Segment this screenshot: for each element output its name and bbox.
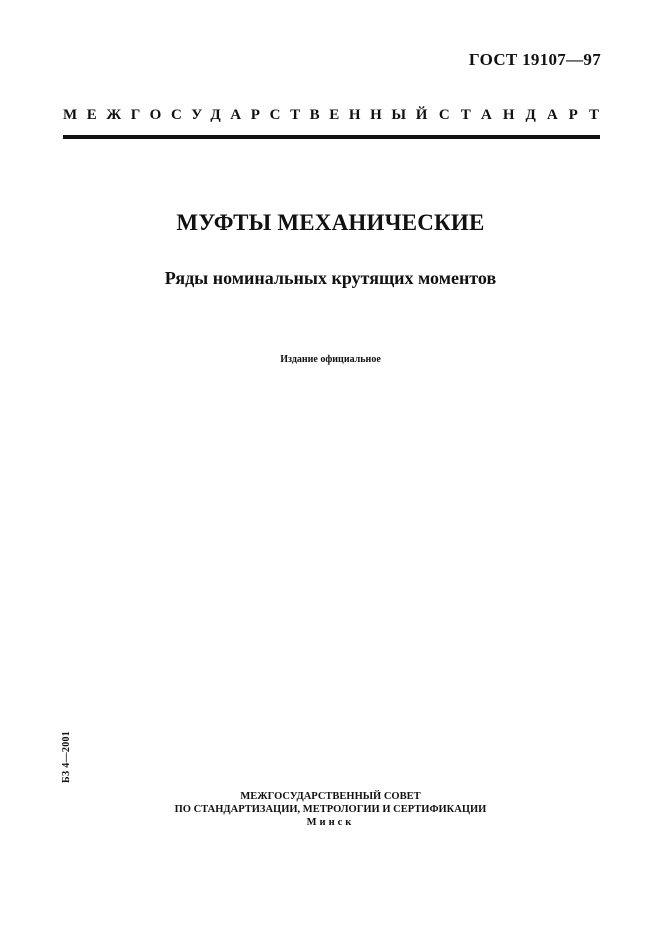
publisher-line-1: МЕЖГОСУДАРСТВЕННЫЙ СОВЕТ (240, 791, 421, 802)
standard-type-heading (63, 107, 610, 124)
document-subtitle: Ряды номинальных крутящих моментов (164, 268, 497, 288)
document-number: ГОСТ 19107—97 (468, 50, 601, 69)
standard-type-word-interstate: МЕЖГОСУДАРСТВЕННЫЙ (63, 107, 438, 123)
header-divider (63, 135, 600, 139)
publisher-line-2: ПО СТАНДАРТИЗАЦИИ, МЕТРОЛОГИИ И СЕРТИФИКАЦИИ (174, 804, 487, 815)
publisher-block (0, 790, 661, 829)
side-publication-code: БЗ 4—2001 (61, 730, 72, 783)
publisher-city: Минск (306, 817, 355, 828)
standard-type-word-standard: СТАНДАРТ (438, 107, 610, 123)
document-title: МУФТЫ МЕХАНИЧЕСКИЕ (176, 210, 485, 235)
edition-note: Издание официальное (280, 354, 381, 365)
